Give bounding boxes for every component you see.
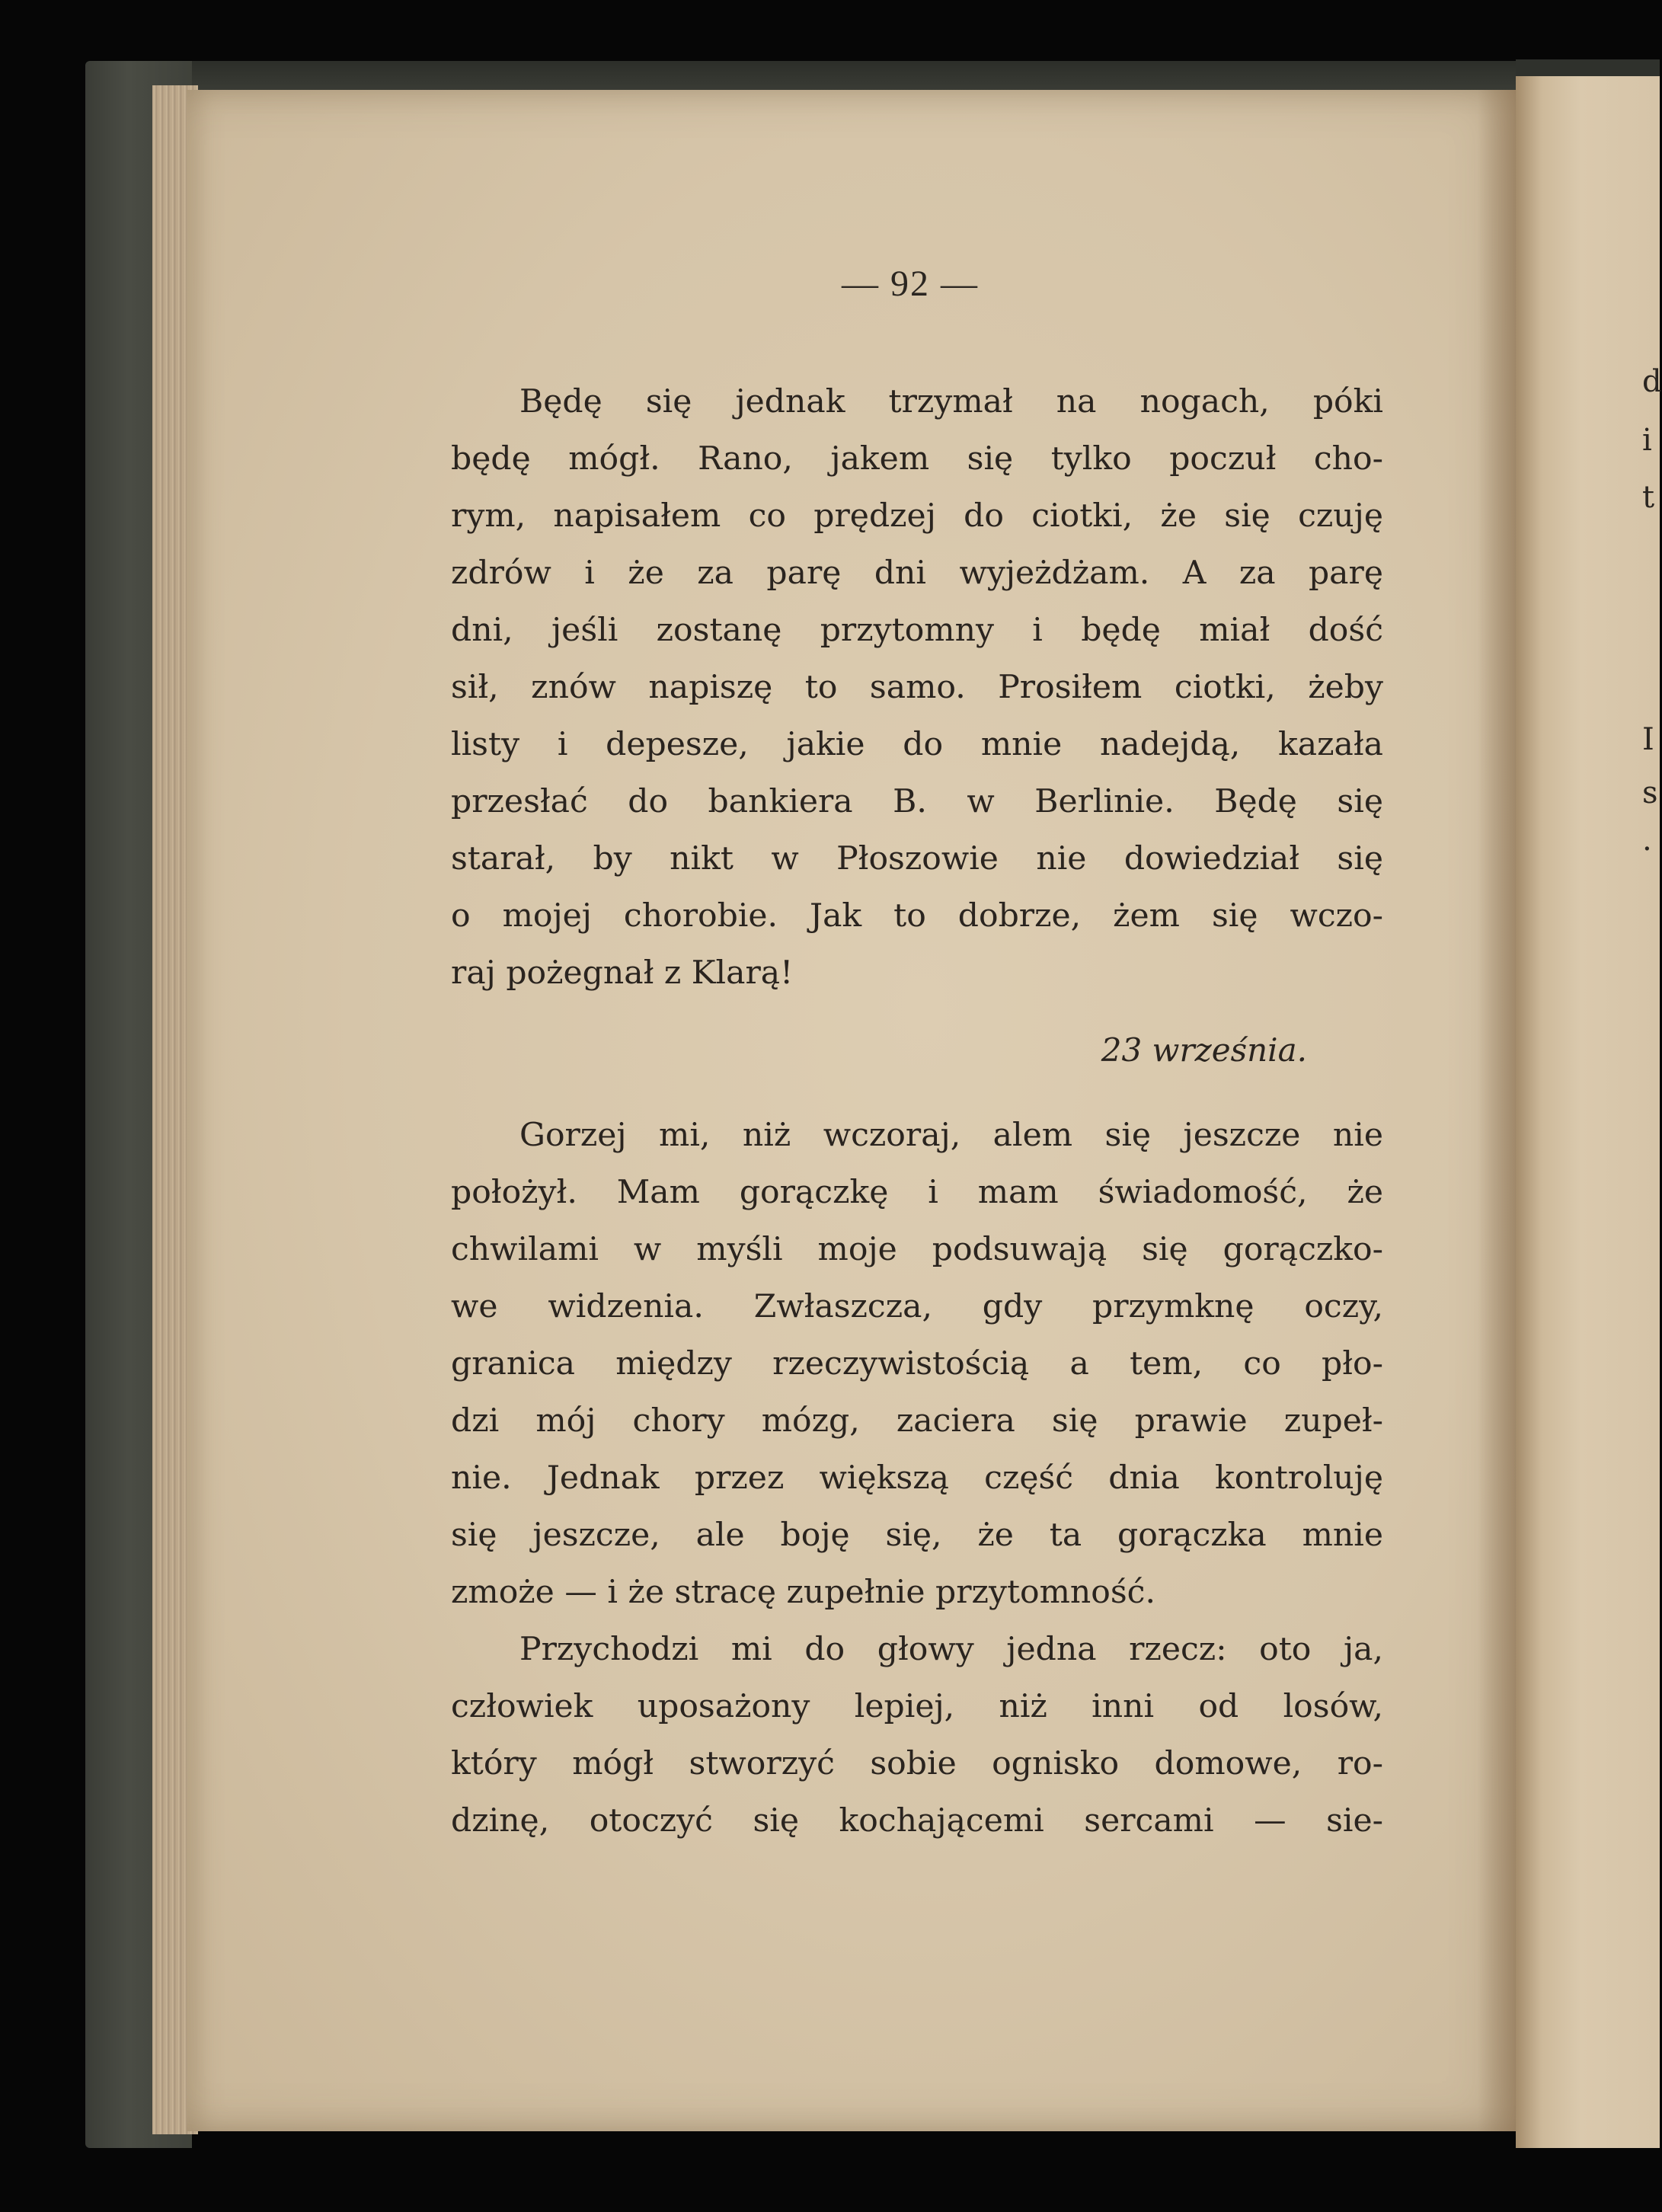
- text-line: się jeszcze, ale boję się, że ta gorączka mnie: [451, 1517, 1383, 1554]
- page-text: [451, 373, 1383, 1849]
- text-line: będę mógł. Rano, jakem się tylko poczuł cho-: [451, 440, 1383, 478]
- text-line: chwilami w myśli moje podsuwają się gorączko-: [451, 1231, 1383, 1268]
- right-page-fragment: I: [1642, 722, 1654, 757]
- text-line: dzi mój chory mózg, zaciera się prawie zupeł-: [451, 1402, 1383, 1440]
- text-line: raj pożegnał z Klarą!: [451, 954, 794, 992]
- right-page-fragment: d: [1642, 364, 1662, 399]
- text-line: starał, by nikt w Płoszowie nie dowiedział się: [451, 840, 1383, 877]
- text-line: położył. Mam gorączkę i mam świadomość, że: [451, 1174, 1383, 1211]
- text-line: dni, jeśli zostanę przytomny i będę miał dość: [451, 612, 1383, 649]
- text-line: człowiek uposażony lepiej, niż inni od losów,: [451, 1688, 1383, 1725]
- text-line: rym, napisałem co prędzej do ciotki, że się czuję: [451, 497, 1383, 535]
- text-line: zmoże — i że stracę zupełnie przytomność.: [451, 1574, 1155, 1611]
- entry-date: 23 września.: [1101, 1031, 1307, 1069]
- text-line: we widzenia. Zwłaszcza, gdy przymknę oczy,: [451, 1288, 1383, 1325]
- text-line: o mojej chorobie. Jak to dobrze, żem się wczo-: [451, 897, 1383, 935]
- text-line: Gorzej mi, niż wczoraj, alem się jeszcze nie: [519, 1117, 1383, 1154]
- right-page-fragment: .: [1642, 823, 1652, 858]
- text-line: Przychodzi mi do głowy jedna rzecz: oto ja,: [519, 1631, 1383, 1668]
- page-number: — 92 —: [842, 264, 979, 304]
- right-page-fragment: i: [1642, 423, 1652, 458]
- text-line: listy i depesze, jakie do mnie nadejdą, kazała: [451, 726, 1383, 763]
- text-line: przesłać do bankiera B. w Berlinie. Będę się: [451, 783, 1383, 820]
- right-page: [1516, 76, 1660, 2148]
- text-line: zdrów i że za parę dni wyjeżdżam. A za parę: [451, 555, 1383, 592]
- text-line: nie. Jednak przez większą część dnia kontroluję: [451, 1459, 1383, 1497]
- text-line: granica między rzeczywistością a tem, co pło-: [451, 1345, 1383, 1382]
- text-line: który mógł stworzyć sobie ognisko domowe, ro-: [451, 1745, 1383, 1782]
- text-line: Będę się jednak trzymał na nogach, póki: [519, 383, 1383, 420]
- right-page-fragment: t: [1642, 480, 1655, 515]
- text-line: sił, znów napiszę to samo. Prosiłem ciotki, żeby: [451, 669, 1383, 706]
- right-page-fragment: s: [1642, 775, 1658, 810]
- text-line: dzinę, otoczyć się kochającemi sercami — sie-: [451, 1802, 1383, 1840]
